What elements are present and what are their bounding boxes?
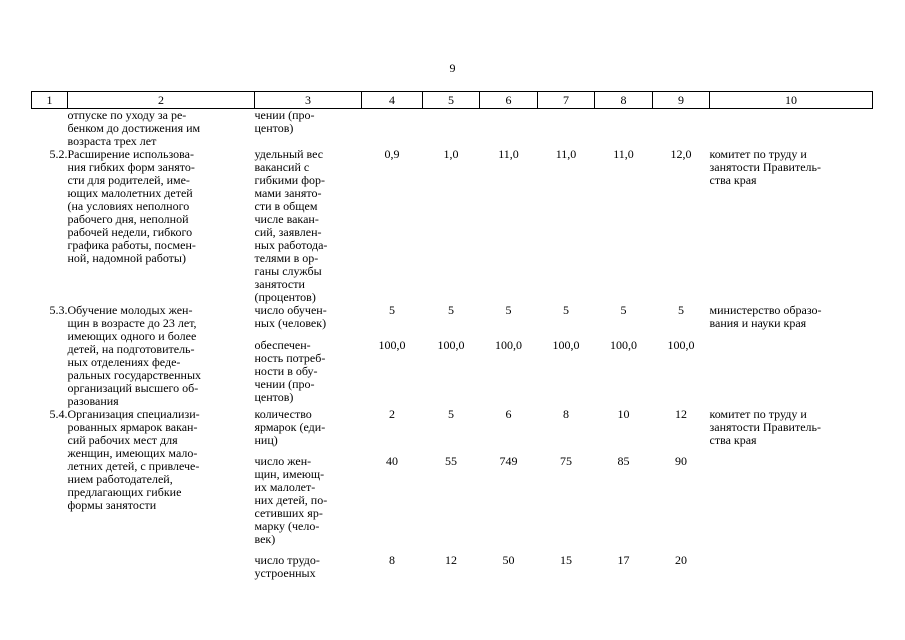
responsible-body: комитет по труду и занятости Правитель- ства края: [709, 147, 821, 187]
responsible-body: министерство образо- вания и науки края: [709, 303, 822, 330]
indicator-value: 5: [678, 303, 684, 317]
item-description: Обучение молодых жен- щин в возрасте до 23 лет, имеющих одного и более детей, на подготовитель- ных отделениях феде- ральных государственных организаций высшего об- разования: [67, 303, 202, 408]
column-header: 8: [595, 92, 653, 109]
indicator-value: 6: [505, 407, 512, 421]
indicator-value: 12: [675, 407, 687, 421]
indicator-value: 75: [560, 454, 572, 468]
indicator-value: 11,0: [498, 147, 519, 161]
table-body: [32, 109, 873, 581]
indicator-value: 100,0: [437, 338, 465, 353]
column-header: 4: [362, 92, 423, 109]
indicator-value: 100,0: [378, 338, 406, 353]
item-description: Расширение использова- ния гибких форм занято- сти для родителей, име- ющих малолетних детей (на условиях неполного рабочего дня, неполной рабочей недели, гибкого графика работы, посмен- ной, надомной работы): [67, 147, 196, 265]
measures-table: [31, 91, 873, 580]
item-description: Организация специализи- рованных ярмарок вакан- сий рабочих мест для женщин, имеющих мало- летних детей, с привлече- нием работодателей, предлагающих гибкие формы занятости: [67, 407, 200, 512]
item-description: отпуске по уходу за ре- бенком до достижения им возраста трех лет: [67, 108, 201, 148]
indicator-value: 0,9: [384, 147, 400, 161]
indicator-name: число обучен- ных (человек): [254, 303, 327, 330]
indicator-value: 15: [560, 553, 572, 567]
column-header: 5: [423, 92, 480, 109]
column-header: 2: [68, 92, 255, 109]
indicator-value: 8: [563, 407, 569, 421]
table-row: [32, 148, 873, 304]
indicator-value: 100,0: [610, 338, 637, 353]
indicator-name: число жен- щин, имеющ- их малолет- них детей, по- сетивших яр- марку (чело- век): [254, 454, 328, 546]
indicator-value: 5: [448, 407, 454, 421]
indicator-value: 5: [448, 303, 454, 317]
indicator-value: 100,0: [552, 338, 580, 353]
indicator-value: 5: [620, 303, 627, 317]
column-header: 10: [710, 92, 873, 109]
indicator-value: 5: [505, 303, 512, 317]
indicator-value: [423, 109, 480, 149]
indicator-value: 1,0: [443, 147, 459, 161]
responsible-body: комитет по труду и занятости Правитель- ства края: [709, 407, 821, 447]
item-number: 5.4.: [49, 407, 68, 421]
indicator-name: удельный вес вакансий с гибкими фор- мами занято- сти в общем числе вакан- сий, заявлен- ных работода- телями в ор- ганы службы занятости (процентов): [254, 147, 328, 304]
column-header: 1: [32, 92, 68, 109]
indicator-name: число трудо- устроенных: [254, 553, 320, 580]
indicator-value: 8: [389, 553, 395, 567]
indicator-value: [480, 109, 538, 149]
page-number: 9: [449, 61, 456, 75]
indicator-value: 20: [675, 553, 687, 567]
indicator-name: количество ярмарок (еди- ниц): [254, 407, 326, 447]
indicator-name: чении (про- центов): [254, 108, 315, 135]
table-row: [32, 304, 873, 331]
indicator-value: 5: [563, 303, 569, 317]
item-number: 5.3.: [49, 303, 68, 317]
indicator-value: [595, 109, 653, 149]
column-header: 6: [480, 92, 538, 109]
indicator-value: [653, 109, 710, 149]
indicator-value: 11,0: [613, 147, 634, 161]
indicator-value: 100,0: [667, 338, 695, 353]
indicator-value: 749: [499, 454, 518, 468]
indicator-value: 17: [617, 553, 630, 567]
column-header: 9: [653, 92, 710, 109]
indicator-value: 12: [445, 553, 457, 567]
column-header: 3: [255, 92, 362, 109]
indicator-value: 100,0: [495, 338, 522, 353]
table-row: [32, 408, 873, 447]
indicator-value: 11,0: [555, 147, 577, 161]
indicator-value: 12,0: [670, 147, 692, 161]
item-number: [32, 109, 68, 149]
indicator-value: 55: [445, 454, 457, 468]
indicator-value: 5: [389, 303, 395, 317]
indicator-value: 40: [386, 454, 398, 468]
indicator-value: 2: [389, 407, 395, 421]
indicator-value: 85: [617, 454, 630, 468]
header-row: [32, 92, 873, 109]
column-header: 7: [538, 92, 595, 109]
indicator-value: 10: [617, 407, 630, 421]
indicator-value: [362, 109, 423, 149]
responsible-body: [710, 109, 873, 149]
indicator-value: 50: [502, 553, 515, 567]
indicator-name: обеспечен- ность потреб- ности в обу- чении (про- центов): [254, 338, 326, 405]
indicator-value: 90: [675, 454, 687, 468]
item-number: 5.2.: [49, 147, 68, 161]
indicator-value: [538, 109, 595, 149]
table-row: [32, 109, 873, 149]
